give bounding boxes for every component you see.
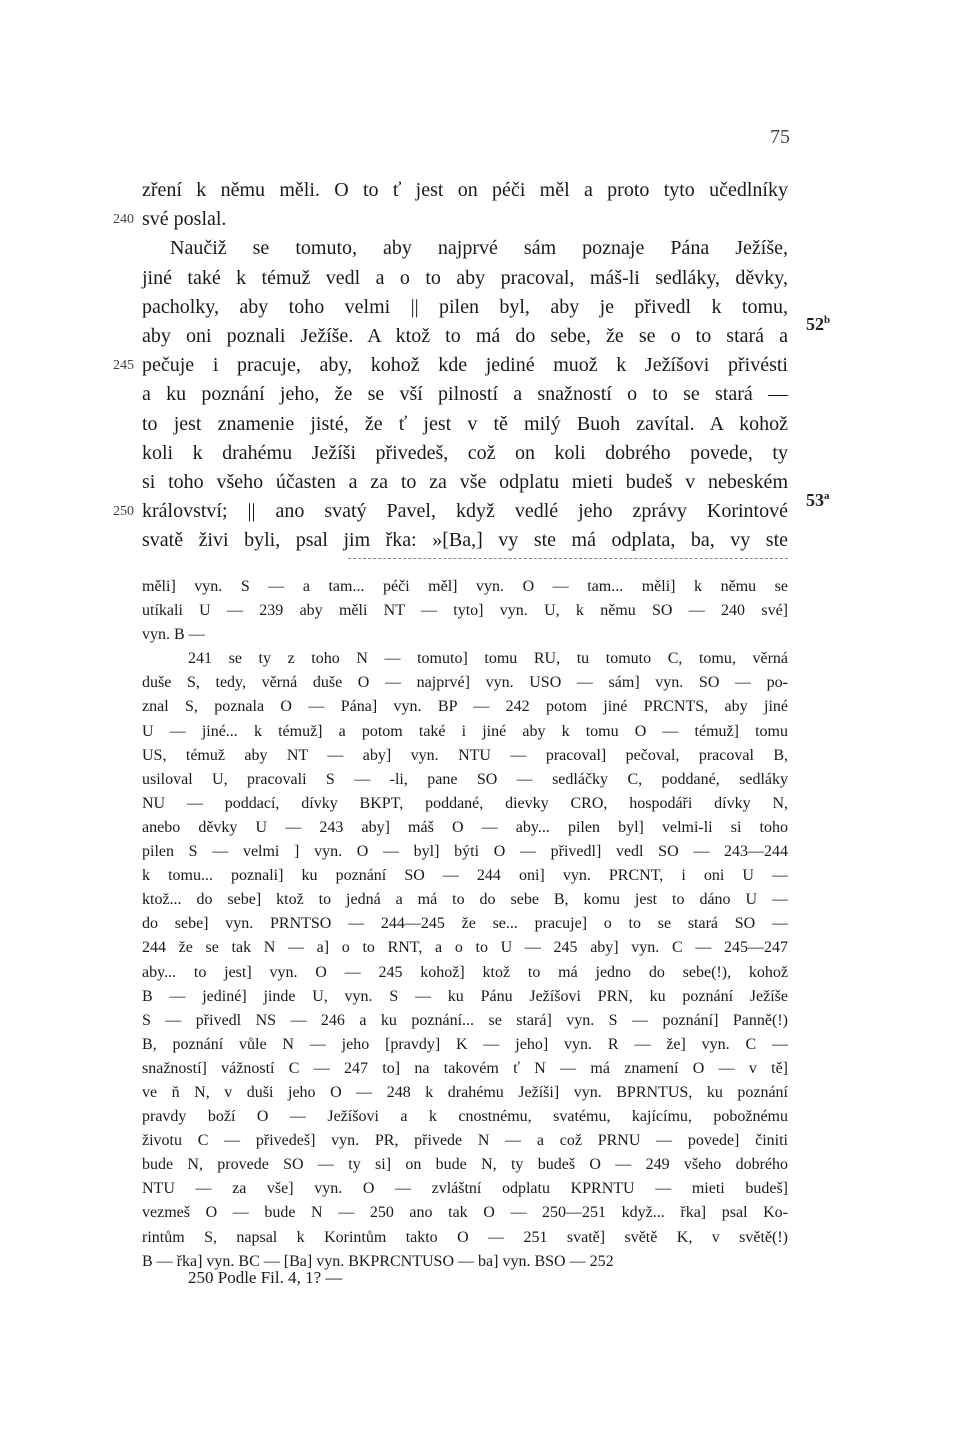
page-number: 75 [770,126,790,148]
line-number: 250 [113,504,134,519]
apparatus-line: bude N, provede SO — ty si] on bude N, ty budeš O — 249 všeho dobrého [142,1156,788,1174]
text-line: a ku poznání jeho, že se vší pilností a snažností o to se stará — [142,383,788,406]
apparatus-line: U — jiné... k témuž] a potom také i jiné aby k tomu O — témuž] tomu [142,722,788,740]
text-line: aby oni poznali Ježíše. A ktož to má do sebe, že se o to stará a [142,324,788,347]
apparatus-line: 241 se ty z toho N — tomuto] tomu RU, tu tomuto C, tomu, věrná [188,650,788,668]
apparatus-line: duše S, tedy, věrná duše O — najprvé] vyn. USO — sám] vyn. SO — po- [142,674,788,692]
apparatus-line: k tomu... poznali] ku poznání SO — 244 oni] vyn. PRCNT, i oni U — [142,867,788,885]
apparatus-line: US, témuž aby NT — aby] vyn. NTU — pracoval] pečoval, pracoval B, [142,746,788,764]
line-number: 245 [113,358,134,373]
apparatus-line: B — řka] vyn. BC — [Ba] vyn. BKPRCNTUSO — ba] vyn. BSO — 252 [142,1252,614,1270]
apparatus-line: pilen S — velmi ] vyn. O — byl] býti O — přivedl] vedl SO — 243—244 [142,843,788,861]
apparatus-line: snažností] vážností C — 247 to] na takovém ť N — má znamení O — v tě] [142,1059,788,1077]
text-line: zření k němu měli. O to ť jest on péči měl a proto tyto učedlníky [142,179,788,201]
critical-apparatus [142,575,788,1274]
apparatus-line: pravdy boží O — Ježíšovi a k cnostnému, svatému, kajícímu, pobožnému [142,1108,788,1126]
apparatus-line: anebo děvky U — 243 aby] máš O — aby... pilen byl] velmi-li si toho [142,818,788,836]
apparatus-line: aby... to jest] vyn. O — 245 kohož] ktož to má jedno do sebe(!), kohož [142,963,788,981]
apparatus-line: ve ň N, v duši jeho O — 248 k drahému Ježíši] vyn. BPRNTUS, ku poznání [142,1083,788,1101]
apparatus-line: NU — poddací, dívky BKPT, poddané, dievky CRO, hospodáři dívky N, [142,794,788,812]
line-number: 240 [113,212,134,227]
text-line: pečuje i pracuje, aby, kohož kde jediné muož k Ježíšovi přivésti [142,354,788,377]
margin-folio: 53$^a$ [806,490,830,510]
text-line: si toho všeho účasten a za to za vše odplatu mieti budeš v nebeském [142,470,788,493]
apparatus-line: B, poznání vůle N — jeho [pravdy] K — jeho] vyn. R — že] vyn. C — [142,1035,788,1053]
text-line: svatě živi byli, psal jim řka: »[Ba,] vy ste má odplata, ba, vy ste [142,529,788,552]
apparatus-line: vyn. B — [142,626,205,644]
apparatus-line: NTU — za vše] vyn. O — zvláštní odplatu KPRNTU — mieti budeš] [142,1180,788,1198]
apparatus-line: rintům S, napsal k Korintům takto O — 251 svatě] světě K, v světě(!) [142,1228,788,1246]
divider [348,558,788,559]
apparatus-line: znal S, poznala O — Pána] vyn. BP — 242 potom jiné PRCNTS, aby jiné [142,698,788,716]
text-line: jiné také k témuž vedl a o to aby pracoval, máš-li sedláky, děvky, [142,266,788,289]
apparatus-line: usiloval U, pracovali S — -li, pane SO — sedláčky C, poddané, sedláky [142,770,788,788]
apparatus-line: utíkali U — 239 aby měli NT — tyto] vyn. U, k němu SO — 240 své] [142,602,788,620]
apparatus-line: S — přivedl NS — 246 a ku poznání... se stará] vyn. S — poznání] Panně(!) [142,1011,788,1029]
apparatus-line: B — jediné] jinde U, vyn. S — ku Pánu Ježíšovi PRN, ku poznání Ježíše [142,987,788,1005]
apparatus-line: do sebe] vyn. PRNTSO — 244—245 že se... pracuje] o to se stará SO — [142,915,788,933]
main-text [113,176,831,555]
text-line: své poslal. [142,208,227,231]
apparatus-line: ktož... do sebe] ktož to jedná a má to do sebe B, komu jest to dáno U — [142,891,788,909]
text-line: království; || ano svatý Pavel, když vedlé jeho zprávy Korintové [142,500,788,523]
text-line: to jest znamenie jisté, že ť jest v tě milý Buoh zavítal. A kohož [142,412,788,435]
apparatus-line: měli] vyn. S — a tam... péči měl] vyn. O — tam... měli] k němu se [142,578,788,595]
text-line: koli k drahému Ježíši přivedeš, což on koli dobrého povede, ty [142,441,788,464]
footnote: 250 Podle Fil. 4, 1? — [188,1268,343,1287]
apparatus-line: životu C — přivedeš] vyn. PR, přivede N — a což PRNU — povede] činiti [142,1132,788,1150]
text-line: Naučiž se tomuto, aby najprvé sám poznaje Pána Ježíše, [170,237,788,260]
apparatus-line: vezmeš O — bude N — 250 ano tak O — 250—251 když... řka] psal Ko- [142,1204,788,1222]
text-line: pacholky, aby toho velmi || pilen byl, aby je přivedl k tomu, [142,295,788,318]
apparatus-line: 244 že se tak N — a] o to RNT, a o to U — 245 aby] vyn. C — 245—247 [142,939,788,957]
margin-folio: 52$^b$ [806,314,831,334]
